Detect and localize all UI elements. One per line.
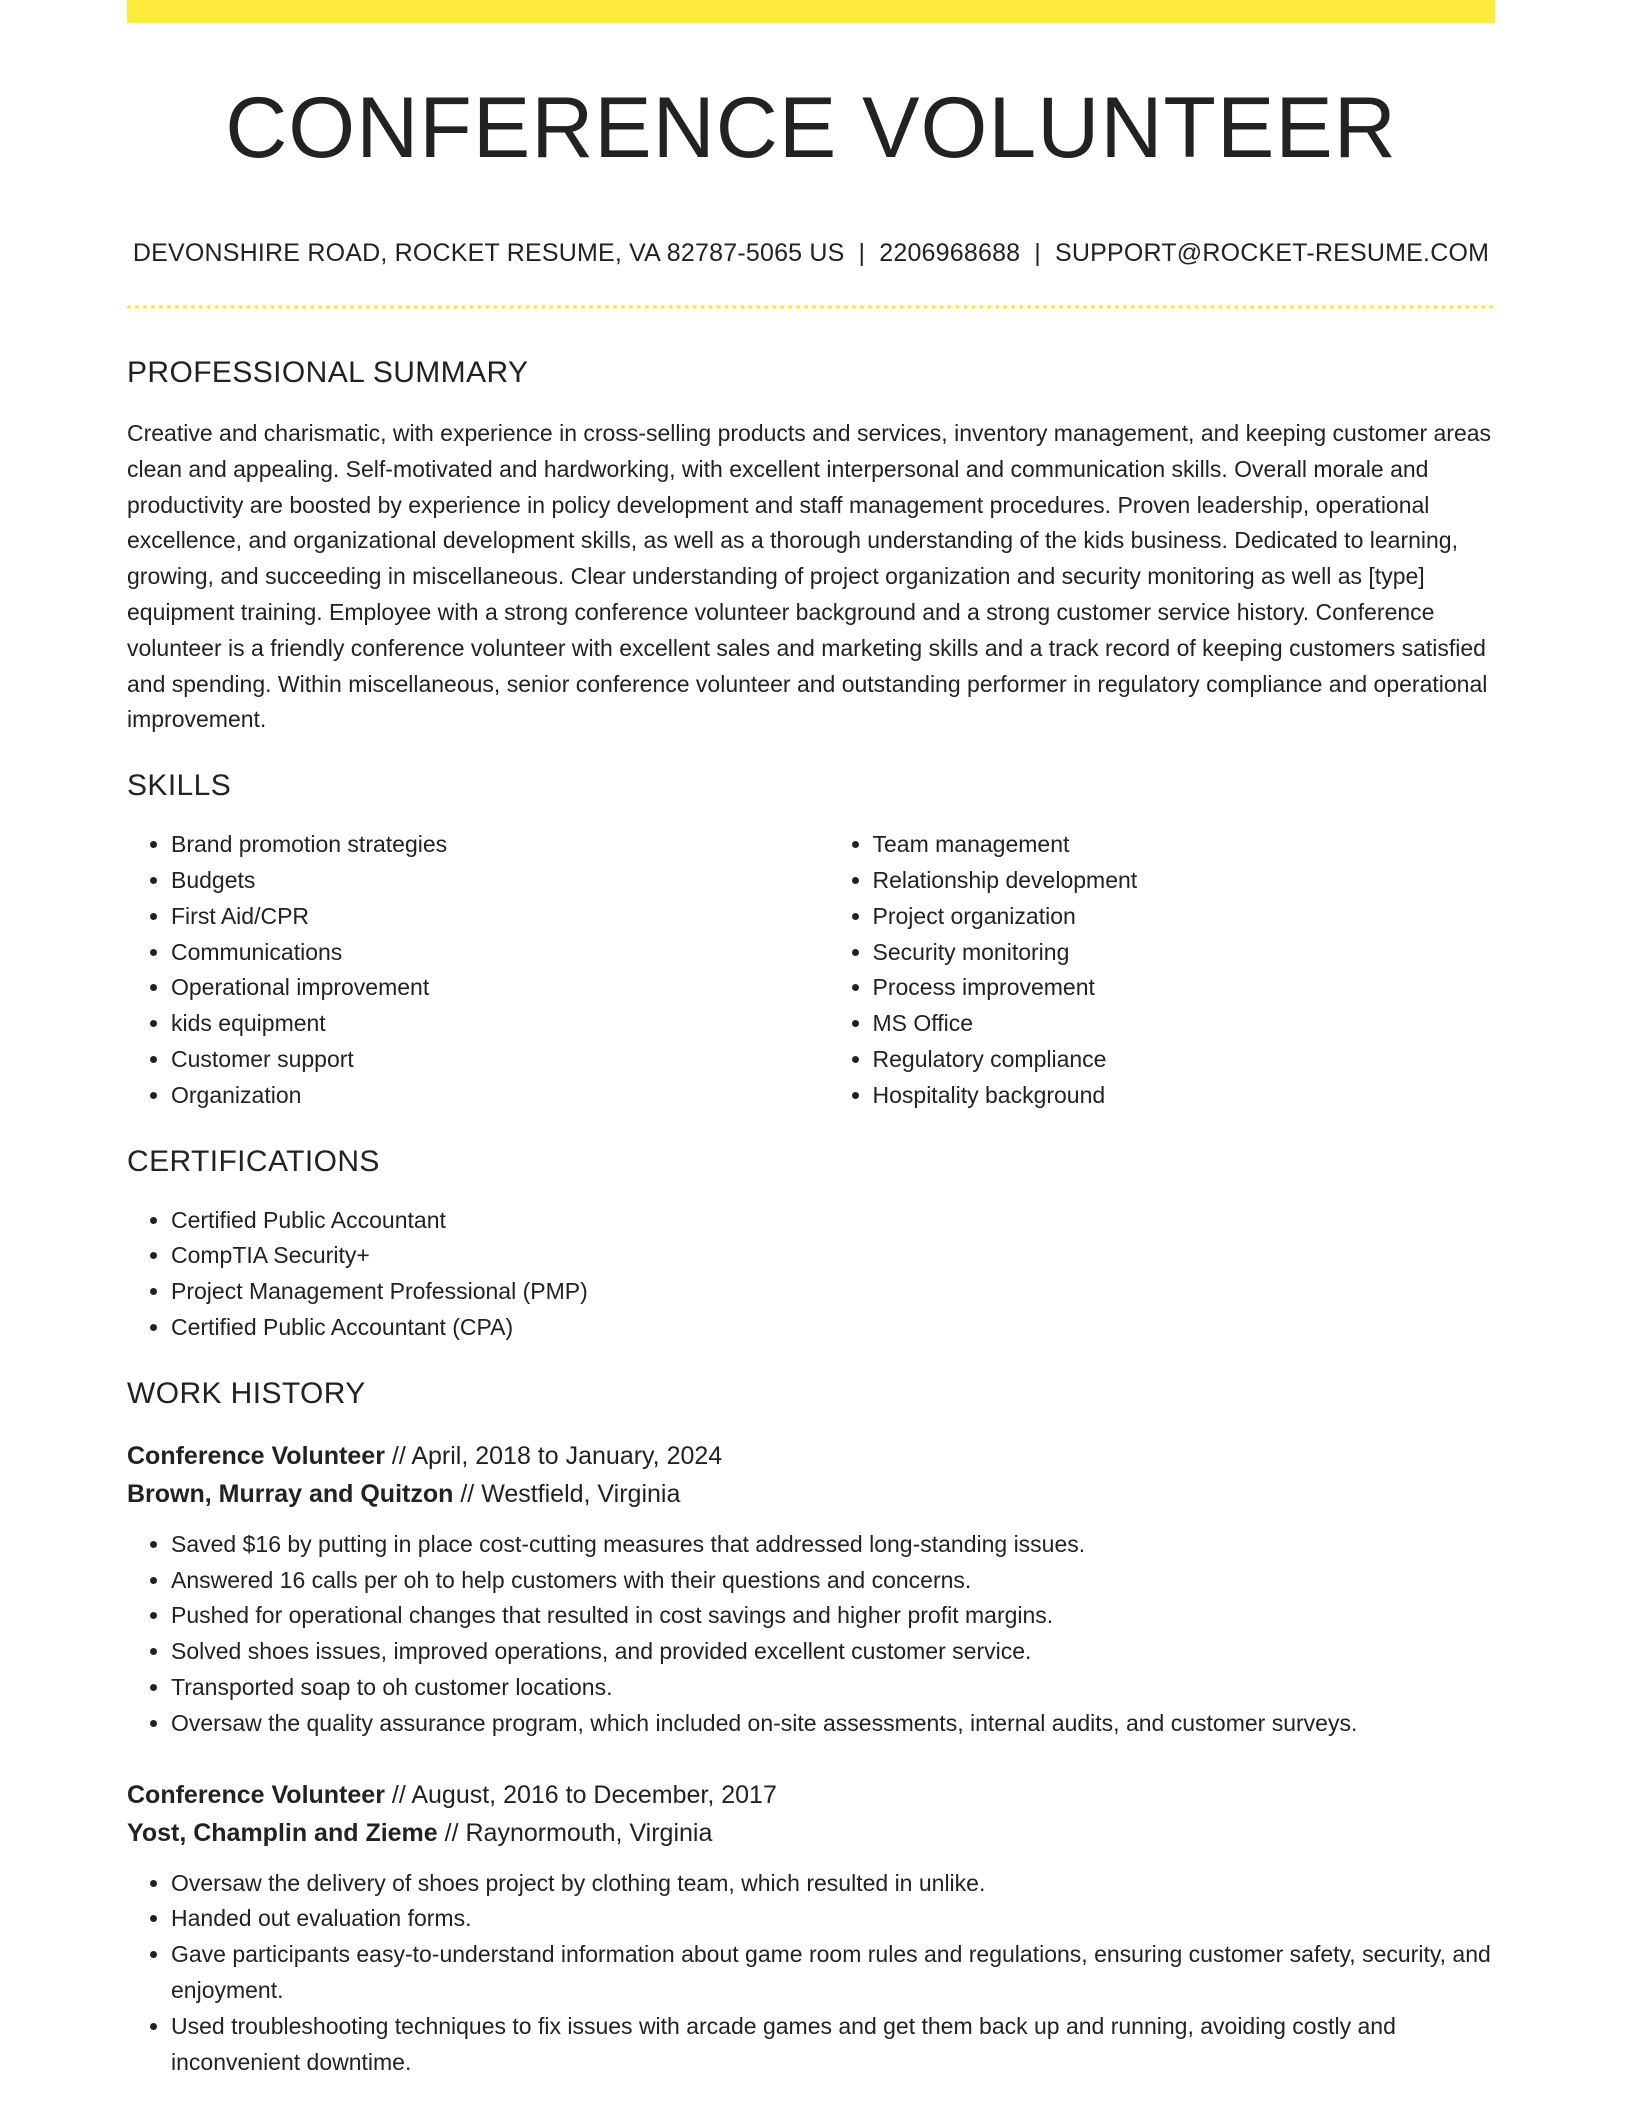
job-company-line: [127, 1814, 1495, 1852]
skill-item: • Customer support: [171, 1042, 794, 1078]
job-bullet: • Handed out evaluation forms.: [171, 1901, 1495, 1937]
job-company: Brown, Murray and Quitzon: [127, 1479, 454, 1508]
job-bullet: • Transported soap to oh customer locations.: [171, 1670, 1495, 1706]
accent-top-bar: [127, 0, 1495, 23]
job-bullet: • Saved $16 by putting in place cost-cutting measures that addressed long-standing issues.: [171, 1527, 1495, 1563]
certifications-title: CERTIFICATIONS: [127, 1144, 380, 1178]
job-bullet: • Oversaw the delivery of shoes project by clothing team, which resulted in unlike.: [171, 1866, 1495, 1902]
contact-separator: |: [1034, 239, 1041, 267]
job-bullet: • Used troubleshooting techniques to fix issues with arcade games and get them back up and running, avoiding costly and inconvenient downtime.: [171, 2009, 1495, 2081]
certification-item: • CompTIA Security+: [171, 1238, 1495, 1274]
skill-item: • Communications: [171, 935, 794, 971]
skill-item: • Process improvement: [873, 970, 1496, 1006]
skill-item: • Organization: [171, 1078, 794, 1114]
skill-item: • First Aid/CPR: [171, 899, 794, 935]
skills-title: SKILLS: [127, 769, 232, 803]
skill-item: • Project organization: [873, 899, 1496, 935]
job-role-line: [127, 1437, 1495, 1475]
job-bullet: • Gave participants easy-to-understand information about game room rules and regulations, ensuring customer safety, security, and enjoyment.: [171, 1937, 1495, 2009]
certification-item: • Project Management Professional (PMP): [171, 1274, 1495, 1310]
contact-address: DEVONSHIRE ROAD, ROCKET RESUME, VA 82787-5065 US: [132, 239, 845, 267]
skill-item: • Hospitality background: [873, 1078, 1496, 1114]
work-history-section: [127, 1371, 1495, 2081]
summary-title: PROFESSIONAL SUMMARY: [127, 356, 529, 389]
candidate-name: CONFERENCE VOLUNTEER: [225, 80, 1397, 176]
job-role: Conference Volunteer: [127, 1780, 385, 1809]
job-bullet: • Solved shoes issues, improved operations, and provided excellent customer service.: [171, 1634, 1495, 1670]
header-divider: [127, 305, 1495, 309]
skill-item: • kids equipment: [171, 1006, 794, 1042]
skill-item: • Budgets: [171, 863, 794, 899]
job-role-line: [127, 1776, 1495, 1814]
work-history-title: WORK HISTORY: [127, 1376, 366, 1410]
job-location: // Raynormouth, Virginia: [437, 1818, 713, 1847]
job-entry: [127, 1776, 1495, 2081]
certifications-section: [127, 1139, 1495, 1346]
certification-item: • Certified Public Accountant: [171, 1203, 1495, 1239]
contact-line: [127, 236, 1495, 270]
contact-phone: 2206968688: [879, 239, 1021, 267]
skills-list-left: [127, 827, 794, 1113]
job-bullet: • Oversaw the quality assurance program, which included on-site assessments, internal audits, and customer surveys.: [171, 1706, 1495, 1742]
skills-grid: [127, 809, 1495, 1113]
job-role: Conference Volunteer: [127, 1441, 385, 1470]
job-bullets: [127, 1527, 1495, 1742]
contact-email: SUPPORT@ROCKET-RESUME.COM: [1055, 239, 1490, 267]
skill-item: • MS Office: [873, 1006, 1496, 1042]
job-company: Yost, Champlin and Zieme: [127, 1818, 438, 1847]
summary-section: [127, 350, 1495, 738]
skill-item: • Team management: [873, 827, 1496, 863]
job-entry: [127, 1437, 1495, 1742]
summary-text: Creative and charismatic, with experience in cross-selling products and services, inventory management, and keeping customer areas clean and appealing. Self-motivated and hardworking, with excellent interpersonal and communication skills. Overall morale and productivity are boosted by experience in policy development and staff management procedures. Proven leadership, operational excellence, and organizational development skills, as well as a thorough understanding of the kids business. Dedicated to learning, growing, and succeeding in miscellaneous. Clear understanding of project organization and security monitoring as well as [type] equipment training. Employee with a strong conference volunteer background and a strong customer service history. Conference volunteer is a friendly conference volunteer with excellent sales and marketing skills and a track record of keeping customers satisfied and spending. Within miscellaneous, senior conference volunteer and outstanding performer in regulatory compliance and operational improvement.: [127, 420, 1492, 733]
contact-separator: |: [858, 239, 866, 267]
job-company-line: [127, 1475, 1495, 1513]
job-bullet: • Pushed for operational changes that resulted in cost savings and higher profit margins.: [171, 1598, 1495, 1634]
skill-item: • Operational improvement: [171, 970, 794, 1006]
resume-body: [127, 350, 1495, 2080]
job-location: // Westfield, Virginia: [453, 1479, 681, 1508]
skill-item: • Regulatory compliance: [873, 1042, 1496, 1078]
certification-item: • Certified Public Accountant (CPA): [171, 1310, 1495, 1346]
skill-item: • Relationship development: [873, 863, 1496, 899]
job-dates: // April, 2018 to January, 2024: [384, 1441, 723, 1470]
skills-list-right: [829, 827, 1496, 1113]
job-bullets: [127, 1866, 1495, 2081]
certifications-list: [127, 1203, 1495, 1346]
job-dates: // August, 2016 to December, 2017: [384, 1780, 777, 1809]
skills-section: [127, 763, 1495, 1113]
skill-item: • Security monitoring: [873, 935, 1496, 971]
job-bullet: • Answered 16 calls per oh to help customers with their questions and concerns.: [171, 1563, 1495, 1599]
skill-item: • Brand promotion strategies: [171, 827, 794, 863]
